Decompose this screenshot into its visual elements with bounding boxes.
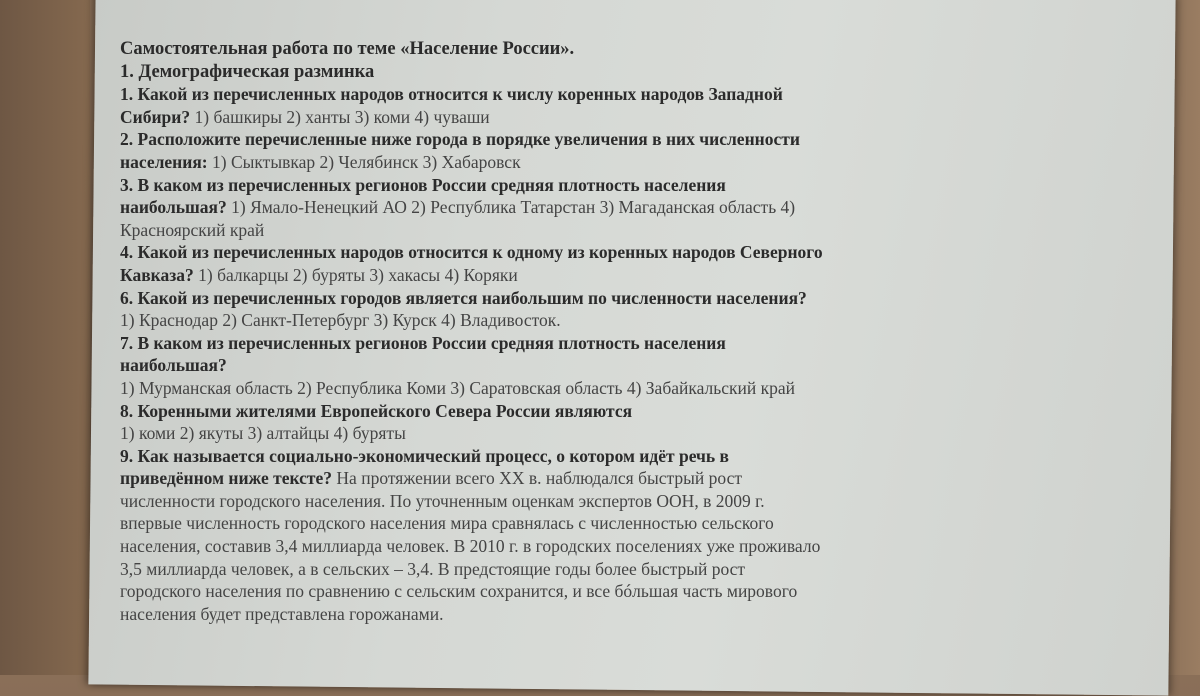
question-line: [120, 512, 1020, 535]
answer-options: 1) Мурманская область 2) Республика Коми 3) Саратовская область 4) Забайкальский край: [120, 377, 795, 398]
question-line: [120, 603, 1020, 626]
question-6: [120, 332, 1020, 400]
table-surface-left: [0, 0, 90, 675]
answer-options: 1) башкиры 2) ханты 3) коми 4) чуваши: [190, 106, 490, 127]
question-text: 7. В каком из перечисленных регионов России средняя плотность населения: [120, 332, 726, 353]
question-line: [120, 264, 1020, 287]
question-text: 9. Как называется социально-экономический процесс, о котором идёт речь в: [120, 445, 729, 466]
question-line: [120, 580, 1020, 603]
worksheet-title: Самостоятельная работа по теме «Население России».: [120, 39, 575, 59]
answer-options: 3,5 миллиарда человек, а в сельских – 3,4. В предстоящие годы более быстрый рост: [120, 558, 746, 579]
question-8: [120, 445, 1020, 626]
answer-options: населения, составив 3,4 миллиарда человек. В 2010 г. в городских поселениях уже проживало: [120, 536, 821, 557]
question-line: [120, 241, 1020, 264]
question-5: [120, 287, 1020, 332]
question-text: 2. Расположите перечисленные ниже города в порядке увеличения в них численности: [120, 129, 800, 150]
question-text: 6. Какой из перечисленных городов является наибольшим по численности населения?: [120, 287, 807, 308]
question-line: [120, 422, 1020, 445]
question-line: [120, 354, 1020, 377]
answer-options: численности городского населения. По уточненным оценкам экспертов ООН, в 2009 г.: [120, 490, 765, 511]
answer-options: Красноярский край: [120, 219, 265, 240]
question-text: 1. Какой из перечисленных народов относится к числу коренных народов Западной: [120, 84, 783, 105]
question-text: наибольшая?: [120, 197, 227, 218]
question-line: [120, 219, 1020, 242]
question-line: [120, 196, 1020, 219]
answer-options: 1) коми 2) якуты 3) алтайцы 4) буряты: [120, 423, 406, 444]
question-3: [120, 174, 1020, 242]
question-text: наибольшая?: [120, 355, 227, 376]
section-heading: 1. Демографическая разминка: [120, 61, 375, 82]
answer-options: впервые численность городского населения мира сравнялась с численностью сельского: [120, 513, 774, 534]
question-line: [120, 467, 1020, 490]
question-line: [120, 332, 1020, 355]
question-line: [120, 558, 1020, 581]
question-line: [120, 287, 1020, 310]
question-text: Кавказа?: [120, 264, 194, 285]
answer-options: На протяжении всего XX в. наблюдался быстрый рост: [332, 468, 742, 489]
question-4: [120, 241, 1020, 286]
worksheet-content: [120, 38, 1020, 625]
question-line: [120, 128, 1020, 151]
question-list: [120, 83, 1020, 625]
question-line: [120, 490, 1020, 513]
question-text: 8. Коренными жителями Европейского Севера России являются: [120, 400, 633, 421]
answer-options: 1) Ямало-Ненецкий АО 2) Республика Татарстан 3) Магаданская область 4): [226, 197, 796, 218]
question-line: [120, 174, 1020, 197]
question-text: населения:: [120, 151, 208, 172]
question-7: [120, 400, 1020, 445]
answer-options: населения будет представлена горожанами.: [120, 603, 444, 624]
answer-options: 1) Краснодар 2) Санкт-Петербург 3) Курск 4) Владивосток.: [120, 310, 561, 331]
question-text: 4. Какой из перечисленных народов относится к одному из коренных народов Северного: [120, 242, 823, 263]
question-text: приведённом ниже тексте?: [120, 468, 333, 489]
answer-options: городского населения по сравнению с сельским сохранится, и все бóльшая часть мирового: [120, 581, 798, 602]
question-line: [120, 309, 1020, 332]
question-line: [120, 377, 1020, 400]
question-text: Сибири?: [120, 106, 191, 127]
question-2: [120, 128, 1020, 173]
answer-options: 1) Сыктывкар 2) Челябинск 3) Хабаровск: [207, 151, 521, 172]
question-line: [120, 445, 1020, 468]
question-text: 3. В каком из перечисленных регионов России средняя плотность населения: [120, 174, 726, 195]
question-1: [120, 83, 1020, 128]
answer-options: 1) балкарцы 2) буряты 3) хакасы 4) Коряки: [193, 264, 518, 285]
question-line: [120, 106, 1020, 129]
question-line: [120, 400, 1020, 423]
question-line: [120, 535, 1020, 558]
question-line: [120, 151, 1020, 174]
question-line: [120, 83, 1020, 106]
